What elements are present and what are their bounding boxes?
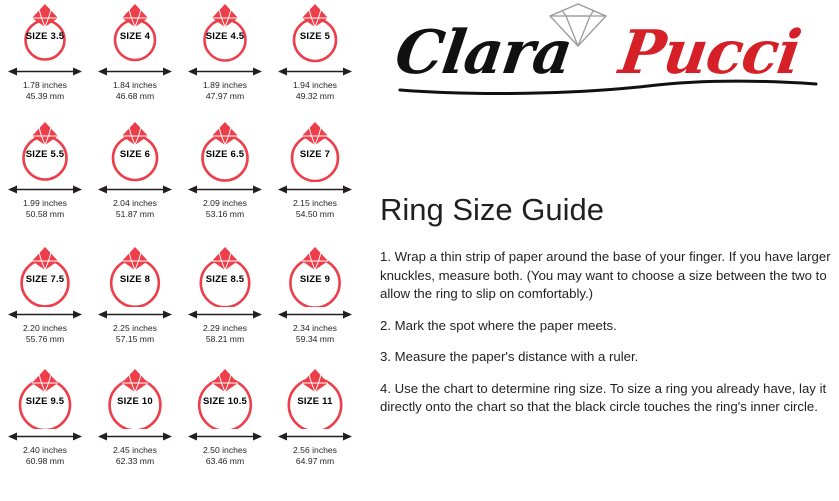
measure-inches: 2.29 inches: [203, 323, 247, 333]
ring-illustration: [98, 245, 172, 307]
measure-mm: 58.21 mm: [205, 333, 245, 344]
double-arrow-icon: [276, 183, 354, 196]
measure-text: [203, 323, 247, 344]
ring-size-cell: [180, 118, 270, 236]
chart-row: [0, 0, 360, 118]
ring-illustration: [188, 120, 262, 182]
ring-illustration: [278, 2, 352, 64]
ring-size-label: SIZE 5.5: [25, 149, 65, 160]
ring-size-cell: [270, 243, 360, 361]
double-arrow-icon: [6, 430, 84, 443]
ring-size-cell: [270, 118, 360, 236]
ring-size-cell: [90, 365, 180, 483]
measure-mm: 50.58 mm: [25, 208, 65, 219]
ring-illustration: [188, 245, 262, 307]
brand-logo: [382, 2, 837, 107]
measure-mm: 57.15 mm: [115, 333, 155, 344]
ring-size-cell: [0, 365, 90, 483]
measure-inches: 2.15 inches: [293, 198, 337, 208]
measure-inches: 2.56 inches: [293, 445, 337, 455]
ring-size-cell: [90, 118, 180, 236]
double-arrow-icon: [6, 183, 84, 196]
ring-size-cell: [0, 118, 90, 236]
chart-row: [0, 365, 360, 483]
ring-size-cell: [90, 243, 180, 361]
logo-underline: [398, 78, 818, 96]
ring-illustration: [188, 2, 262, 64]
measure-inches: 1.94 inches: [293, 80, 337, 90]
measure-inches: 1.89 inches: [203, 80, 247, 90]
measure-inches: 2.45 inches: [113, 445, 157, 455]
measure-text: [293, 323, 337, 344]
measure-text: [203, 445, 247, 466]
measure-text: [293, 80, 337, 101]
instruction-step: 1. Wrap a thin strip of paper around the base of your finger. If you have larger knuckles, measure both. (You may want to choose a size between the two to allow the ring to slip on comfortably.): [380, 249, 831, 301]
ring-illustration: [98, 367, 172, 429]
measure-inches: 2.20 inches: [23, 323, 67, 333]
measure-text: [203, 80, 247, 101]
instruction-step: 2. Mark the spot where the paper meets.: [380, 317, 617, 333]
instruction-step: 3. Measure the paper's distance with a ruler.: [380, 349, 639, 364]
ring-size-cell: [180, 365, 270, 483]
brand-name-second: Pucci: [615, 18, 805, 88]
measure-text: [23, 198, 67, 219]
measure-mm: 64.97 mm: [295, 455, 335, 466]
ring-illustration: [98, 120, 172, 182]
measure-inches: 2.25 inches: [113, 323, 157, 333]
measure-arrow: [186, 183, 264, 196]
ring-size-cell: [270, 365, 360, 483]
chart-row: [0, 243, 360, 361]
measure-text: [293, 445, 337, 466]
measure-text: [203, 198, 247, 219]
instruction-step: 4. Use the chart to determine ring size. To size a ring you already have, lay it directly onto the chart so that the black circle touches the ring's inner circle.: [380, 380, 827, 414]
measure-arrow: [186, 308, 264, 321]
ring-illustration: [8, 367, 82, 429]
measure-arrow: [96, 183, 174, 196]
ring-illustration: [98, 2, 172, 64]
double-arrow-icon: [276, 65, 354, 78]
page-title: Ring Size Guide: [380, 192, 605, 227]
measure-mm: 60.98 mm: [25, 455, 65, 466]
measure-mm: 53.16 mm: [205, 208, 245, 219]
ring-illustration: [278, 367, 352, 429]
ring-size-label: SIZE 10.5: [202, 396, 248, 407]
measure-inches: 2.50 inches: [203, 445, 247, 455]
double-arrow-icon: [6, 308, 84, 321]
measure-arrow: [96, 430, 174, 443]
ring-illustration: [8, 245, 82, 307]
measure-mm: 54.50 mm: [295, 208, 335, 219]
measure-inches: 1.84 inches: [113, 80, 157, 90]
measure-arrow: [6, 65, 84, 78]
measure-arrow: [276, 183, 354, 196]
measure-text: [23, 323, 67, 344]
measure-text: [113, 198, 157, 219]
chart-row: [0, 118, 360, 236]
ring-size-cell: [180, 243, 270, 361]
measure-mm: 46.68 mm: [115, 90, 155, 101]
ring-size-label: SIZE 4.5: [205, 31, 245, 42]
double-arrow-icon: [6, 65, 84, 78]
instruction-list: [380, 248, 835, 430]
measure-mm: 63.46 mm: [205, 455, 245, 466]
double-arrow-icon: [186, 430, 264, 443]
ring-illustration: [278, 120, 352, 182]
measure-arrow: [6, 308, 84, 321]
double-arrow-icon: [96, 308, 174, 321]
double-arrow-icon: [186, 183, 264, 196]
ring-illustration: [8, 120, 82, 182]
measure-text: [23, 80, 67, 101]
measure-inches: 2.40 inches: [23, 445, 67, 455]
measure-mm: 51.87 mm: [115, 208, 155, 219]
ring-size-label: SIZE 6: [119, 149, 151, 160]
measure-arrow: [276, 430, 354, 443]
double-arrow-icon: [96, 65, 174, 78]
measure-inches: 1.78 inches: [23, 80, 67, 90]
measure-arrow: [6, 430, 84, 443]
guide-panel: [372, 0, 839, 501]
ring-illustration: [188, 367, 262, 429]
measure-inches: 2.34 inches: [293, 323, 337, 333]
double-arrow-icon: [96, 430, 174, 443]
measure-arrow: [96, 65, 174, 78]
ring-size-label: SIZE 8.5: [205, 274, 245, 285]
measure-mm: 55.76 mm: [25, 333, 65, 344]
ring-size-label: SIZE 7: [299, 149, 331, 160]
ring-illustration: [8, 2, 82, 64]
ring-size-label: SIZE 4: [119, 31, 151, 42]
ring-size-cell: [180, 0, 270, 118]
measure-text: [113, 323, 157, 344]
measure-arrow: [186, 430, 264, 443]
ring-size-label: SIZE 7.5: [25, 274, 65, 285]
measure-text: [113, 80, 157, 101]
ring-size-label: SIZE 11: [297, 396, 333, 407]
measure-arrow: [6, 183, 84, 196]
measure-arrow: [276, 65, 354, 78]
ring-size-label: SIZE 9.5: [25, 396, 65, 407]
measure-arrow: [186, 65, 264, 78]
measure-inches: 2.04 inches: [113, 198, 157, 208]
measure-inches: 2.09 inches: [203, 198, 247, 208]
measure-mm: 59.34 mm: [295, 333, 335, 344]
ring-size-label: SIZE 9: [299, 274, 331, 285]
ring-size-cell: [0, 243, 90, 361]
measure-inches: 1.99 inches: [23, 198, 67, 208]
measure-arrow: [96, 308, 174, 321]
ring-size-label: SIZE 3.5: [25, 31, 65, 42]
measure-mm: 49.32 mm: [295, 90, 335, 101]
measure-text: [293, 198, 337, 219]
brand-name-first: Clara: [391, 18, 576, 88]
measure-text: [23, 445, 67, 466]
ring-size-cell: [270, 0, 360, 118]
measure-text: [113, 445, 157, 466]
ring-size-chart: [0, 0, 360, 501]
ring-size-label: SIZE 6.5: [205, 149, 245, 160]
ring-illustration: [278, 245, 352, 307]
ring-size-label: SIZE 5: [299, 31, 331, 42]
double-arrow-icon: [186, 65, 264, 78]
double-arrow-icon: [96, 183, 174, 196]
measure-mm: 47.97 mm: [205, 90, 245, 101]
double-arrow-icon: [186, 308, 264, 321]
ring-size-label: SIZE 8: [119, 274, 151, 285]
ring-size-cell: [90, 0, 180, 118]
ring-size-cell: [0, 0, 90, 118]
double-arrow-icon: [276, 430, 354, 443]
ring-size-label: SIZE 10: [117, 396, 153, 407]
measure-mm: 62.33 mm: [115, 455, 155, 466]
measure-arrow: [276, 308, 354, 321]
measure-mm: 45.39 mm: [25, 90, 65, 101]
double-arrow-icon: [276, 308, 354, 321]
